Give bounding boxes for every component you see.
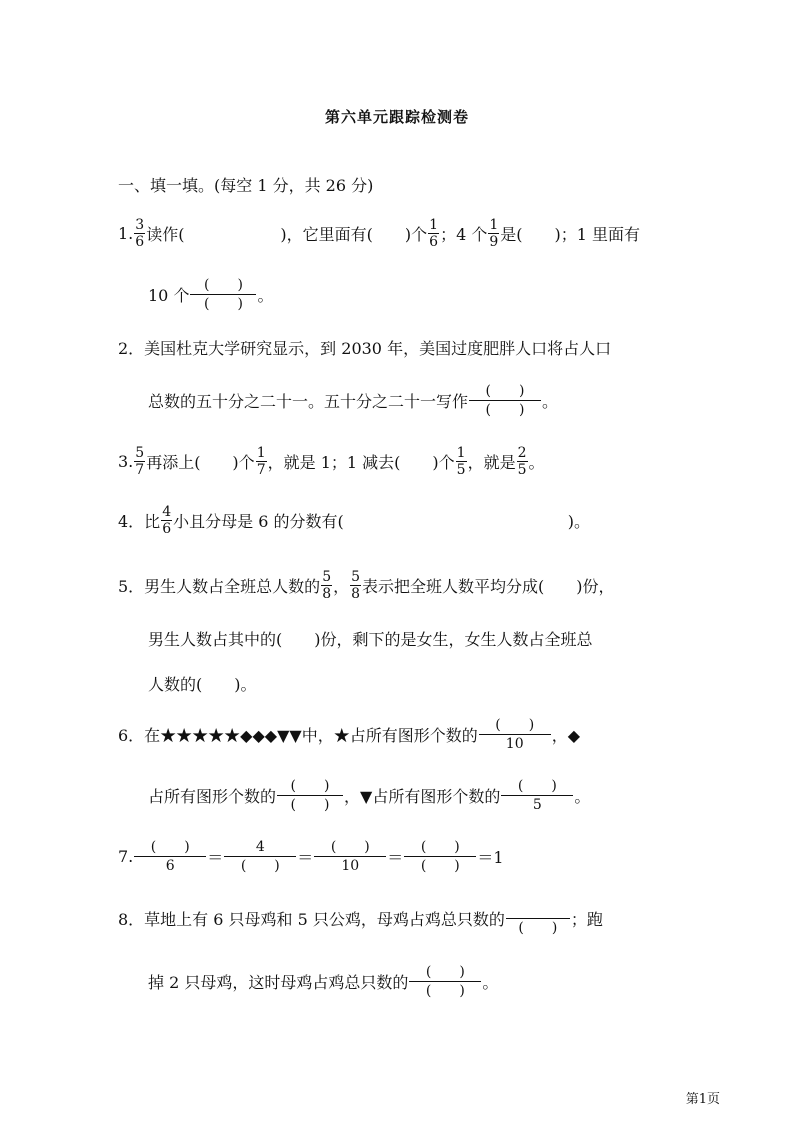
q8-answer-fraction-a[interactable]: ( ) bbox=[506, 900, 570, 937]
page-title: 第六单元跟踪检测卷 bbox=[324, 108, 469, 126]
q5-fraction-5-8-a: $\frac{5}{8}$ bbox=[322, 568, 332, 602]
q3-fraction-1-5: $\frac{1}{5}$ bbox=[456, 444, 466, 478]
question-2-line-1: 2．美国杜克大学研究显示，到 2030 年，美国过度肥胖人口将占人口 bbox=[118, 338, 612, 358]
page-number: 第1页 bbox=[685, 1092, 720, 1107]
q7-fraction-4[interactable]: $\frac{( )}{( )}$ bbox=[404, 838, 476, 875]
question-5-line-1: 5．男生人数占全班总人数的 $\frac{5}{8}$ ， $\frac{5}{8}$ 表示把全班人数平均分成( )份， bbox=[118, 568, 615, 602]
q1-text-1: 读作( )，它里面有( )个 bbox=[146, 224, 428, 244]
q1-answer-fraction[interactable]: $\frac{( )}{( )}$ bbox=[190, 276, 256, 313]
q1-text-4: 10 个 bbox=[148, 285, 190, 305]
q6-answer-fraction-diamond[interactable]: $\frac{( )}{( )}$ bbox=[277, 777, 343, 814]
q4-fraction-4-6: $\frac{4}{6}$ bbox=[162, 503, 172, 537]
q2-answer-fraction[interactable]: $\frac{( )}{( )}$ bbox=[469, 382, 541, 419]
q3-fraction-2-5: $\frac{2}{5}$ bbox=[517, 444, 527, 478]
q1-number: 1. bbox=[118, 223, 134, 243]
question-5-line-2: 男生人数占其中的( )份，剩下的是女生，女生人数占全班总 bbox=[148, 629, 593, 649]
q6-answer-fraction-triangle[interactable]: $\frac{( )}{5}$ bbox=[501, 777, 573, 814]
q1-fraction-1-6: $\frac{1}{6}$ bbox=[429, 216, 439, 250]
section-heading: 一、填一填。(每空 1 分，共 26 分) bbox=[118, 175, 374, 195]
question-3: 3. $\frac{5}{7}$ 再添上( )个 $\frac{1}{7}$ ，就是 1；1 减去( )个 $\frac{1}{5}$ ，就是 $\frac{2}{5}$ 。 bbox=[118, 444, 545, 478]
question-5-line-3: 人数的( )。 bbox=[148, 674, 257, 694]
question-6-line-1: 6．在★★★★★◆◆◆▼▼中，★占所有图形个数的 $\frac{( )}{10}$ ，◆ bbox=[118, 716, 581, 752]
q1-fraction-3-6: $\frac{3}{6}$ bbox=[135, 216, 145, 250]
question-8-line-2: 掉 2 只母鸡，这时母鸡占鸡总只数的 $\frac{( )}{( )}$ 。 bbox=[148, 963, 499, 999]
question-1-line-1 bbox=[118, 209, 640, 257]
question-2-line-2: 总数的五十分之二十一。五十分之二十一写作 $\frac{( )}{( )}$ 。 bbox=[148, 382, 559, 418]
question-6-line-2: 占所有图形个数的 $\frac{( )}{( )}$ ，▼占所有图形个数的 $\frac{( )}{5}$ 。 bbox=[148, 777, 591, 813]
q5-fraction-5-8-b: $\frac{5}{8}$ bbox=[351, 568, 361, 602]
q1-text-2: ；4 个 bbox=[440, 224, 488, 244]
question-7: 7. $\frac{( )}{6}$ ＝ $\frac{4}{( )}$ ＝ $\frac{( )}{10}$ ＝ $\frac{( )}{( )}$ ＝1 bbox=[118, 838, 504, 874]
question-8-line-1: 8．草地上有 6 只母鸡和 5 只公鸡，母鸡占鸡总只数的 ( ) ；跑 bbox=[118, 894, 603, 942]
q8-answer-fraction-b[interactable]: $\frac{( )}{( )}$ bbox=[409, 963, 481, 1000]
q3-fraction-1-7: $\frac{1}{7}$ bbox=[256, 444, 266, 478]
q7-fraction-3[interactable]: $\frac{( )}{10}$ bbox=[314, 838, 386, 875]
q1-fraction-1-9: $\frac{1}{9}$ bbox=[489, 216, 499, 250]
question-1-line-2: 10 个 $\frac{( )}{( )}$ 。 bbox=[148, 276, 274, 312]
question-4: 4．比 $\frac{4}{6}$ 小且分母是 6 的分数有( )。 bbox=[118, 503, 590, 537]
q7-fraction-2[interactable]: $\frac{4}{( )}$ bbox=[224, 838, 296, 875]
q7-fraction-1[interactable]: $\frac{( )}{6}$ bbox=[134, 838, 206, 875]
q6-answer-fraction-star[interactable]: $\frac{( )}{10}$ bbox=[479, 716, 551, 753]
q3-fraction-5-7: $\frac{5}{7}$ bbox=[135, 444, 145, 478]
q1-text-3: 是( )；1 里面有 bbox=[500, 224, 641, 244]
